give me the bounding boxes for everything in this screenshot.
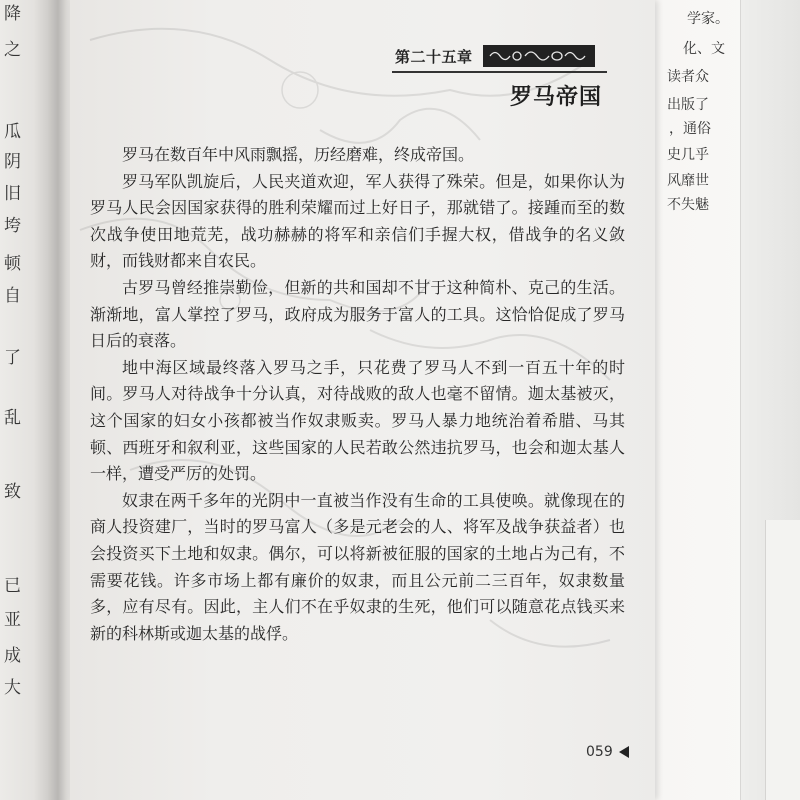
right-page-fragment: 化、文 (683, 41, 725, 57)
left-page-fragment: 旧 (4, 184, 21, 204)
left-page-fragment: 致 (4, 482, 21, 502)
paragraph: 地中海区域最终落入罗马之手，只花费了罗马人不到一百五十年的时间。罗马人对待战争十分认真，对待战败的敌人也毫不留情。迦太基被灭，这个国家的妇女小孩都被当作奴隶贩卖。罗马人暴力地统治着希腊、马其顿、西班牙和叙利亚，这些国家的人民若敢公然违抗罗马，也会和迦太基人一样，遭受严厉的处罚。 (90, 357, 625, 484)
right-page-fragment: 风靡世 (667, 173, 709, 189)
left-page-fragment: 乱 (4, 408, 21, 428)
triangle-left-icon (619, 746, 629, 758)
book-page (70, 0, 655, 800)
left-page-fragment: 之 (4, 40, 21, 60)
paragraph: 奴隶在两千多年的光阴中一直被当作没有生命的工具使唤。就像现在的商人投资建厂，当时的罗马富人（多是元老会的人、将军及战争获益者）也会投资买下土地和奴隶。偶尔，可以将新被征服的国家的土地占为己有，不需要花钱。许多市场上都有廉价的奴隶，而且公元前二三百年，奴隶数量多，应有尽有。因此，主人们不在乎奴隶的生死，他们可以随意花点钱买来新的科林斯或迦太基的战俘。 (90, 490, 625, 643)
right-page-fragment: 学家。 (687, 11, 729, 27)
page-corner (765, 520, 800, 800)
right-page-fragment: 出版了 (667, 97, 709, 113)
ornament-icon (483, 45, 595, 67)
book-gutter (48, 0, 70, 800)
left-page-fragment: 自 (4, 286, 21, 306)
left-page-fragment: 顿 (4, 254, 21, 274)
right-page-fragment: 史几乎 (667, 147, 709, 163)
left-page-fragment: 了 (4, 348, 21, 368)
paragraph: 罗马在数百年中风雨飘摇，历经磨难，终成帝国。 (122, 145, 475, 164)
left-page-fragment: 垮 (4, 216, 21, 236)
page-number: 059 (586, 744, 613, 760)
left-page-fragment: 阴 (4, 152, 21, 172)
left-page-fragment: 已 (4, 576, 21, 596)
chapter-title: 罗马帝国 (510, 85, 603, 110)
right-page-fragment: ，通俗 (669, 121, 711, 137)
body-text (90, 142, 625, 647)
left-page-fragment: 降 (4, 4, 21, 24)
right-page-fragment: 不失魅 (667, 197, 709, 213)
paragraph: 古罗马曾经推崇勤俭，但新的共和国却不甘于这种简朴、克己的生活。渐渐地，富人掌控了罗马，政府成为服务于富人的工具。这恰恰促成了罗马日后的衰落。 (90, 277, 625, 351)
page-footer (586, 744, 629, 760)
chapter-header (395, 42, 595, 70)
chapter-number: 第二十五章 (395, 47, 473, 66)
left-page-fragment: 瓜 (4, 122, 21, 142)
left-page-fragment: 成 (4, 646, 21, 666)
right-page-fragment: 读者众 (667, 69, 709, 85)
paragraph: 罗马军队凯旋后，人民夹道欢迎，军人获得了殊荣。但是，如果你认为罗马人民会因国家获得的胜利荣耀而过上好日子，那就错了。接踵而至的数次战争使田地荒芜，战功赫赫的将军和亲信们手握大权，借战争的名义敛财，而钱财都来自农民。 (90, 171, 625, 271)
chapter-divider (392, 71, 607, 73)
left-page-fragment: 大 (4, 678, 21, 698)
previous-page (0, 0, 48, 800)
left-page-fragment: 亚 (4, 610, 21, 630)
